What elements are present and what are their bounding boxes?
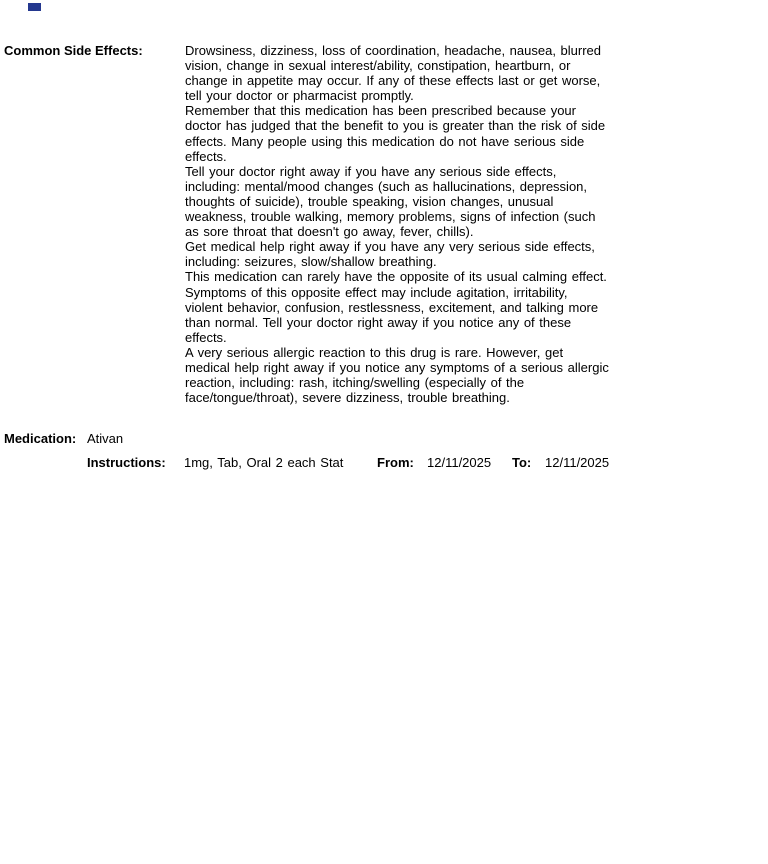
text-line: medical help right away if you notice any symptoms of a serious allergic [185, 359, 609, 375]
instructions-value: 1mg, Tab, Oral 2 each Stat [184, 455, 344, 470]
medication-label: Medication: [4, 431, 77, 446]
text-line: A very serious allergic reaction to this drug is rare. However, get [185, 344, 564, 360]
medication-value: Ativan [87, 431, 124, 446]
from-label: From: [377, 455, 414, 470]
text-line: as sore throat that doesn't go away, fever, chills). [185, 224, 474, 240]
instructions-row [0, 455, 768, 471]
instructions-label: Instructions: [87, 455, 166, 470]
from-date-value: 12/11/2025 [427, 455, 492, 470]
text-line: effects. [185, 329, 227, 345]
text-line: face/tongue/throat), severe dizziness, trouble breathing. [185, 390, 510, 406]
text-line: effects. Many people using this medication do not have serious side [185, 133, 585, 149]
text-line: effects. [185, 148, 227, 164]
text-line: weakness, trouble walking, memory problems, signs of infection (such [185, 209, 596, 225]
text-line: reaction, including: rash, itching/swelling (especially of the [185, 375, 525, 391]
text-line: including: mental/mood changes (such as hallucinations, depression, [185, 178, 588, 194]
text-line: Drowsiness, dizziness, loss of coordination, headache, nausea, blurred [185, 43, 602, 58]
text-line: doctor has judged that the benefit to you is greater than the risk of side [185, 118, 606, 134]
to-label: To: [512, 455, 532, 470]
text-line: Remember that this medication has been prescribed because your [185, 103, 576, 119]
text-line: tell your doctor or pharmacist promptly. [185, 88, 414, 104]
medication-row [0, 431, 768, 447]
text-line: thoughts of suicide), trouble speaking, vision changes, unusual [185, 193, 554, 209]
side-effects-text-block [185, 43, 625, 405]
text-line: vision, change in sexual interest/ability, constipation, heartburn, or [185, 58, 571, 74]
common-side-effects-label: Common Side Effects: [4, 43, 143, 58]
text-line: change in appetite may occur. If any of these effects last or get worse, [185, 73, 601, 89]
text-line: violent behavior, confusion, restlessness, excitement, and talking more [185, 299, 599, 315]
text-line: This medication can rarely have the opposite of its usual calming effect. [185, 269, 607, 285]
text-line: than normal. Tell your doctor right away if you notice any of these [185, 314, 572, 330]
text-line: including: seizures, slow/shallow breathing. [185, 254, 437, 270]
window-corner-mark [28, 3, 41, 11]
to-date-value: 12/11/2025 [545, 455, 610, 470]
text-line: Get medical help right away if you have any very serious side effects, [185, 239, 595, 255]
text-line: Symptoms of this opposite effect may include agitation, irritability, [185, 284, 568, 300]
text-line: Tell your doctor right away if you have any serious side effects, [185, 163, 557, 179]
